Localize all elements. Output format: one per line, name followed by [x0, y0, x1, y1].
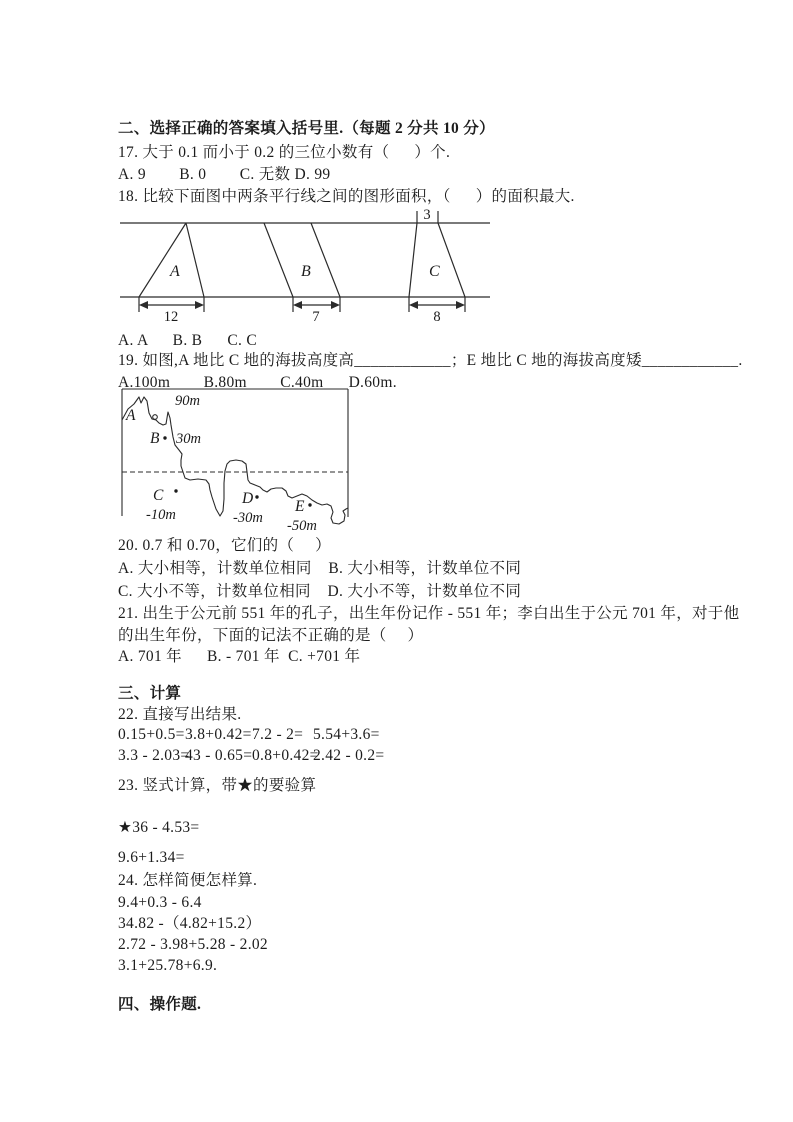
- terrain-curve: [122, 397, 348, 524]
- q22-row-1: [118, 725, 380, 744]
- parallel-lines-figure: [115, 202, 495, 326]
- point-c-dot: [174, 489, 177, 492]
- calc-expression: 7.2 - 2=: [252, 726, 304, 743]
- point-e-dot: [308, 503, 311, 506]
- calc-expression: 2.42 - 0.2=: [313, 747, 385, 764]
- point-d-dot: [255, 495, 258, 498]
- question-21-options: A. 701 年 B. - 701 年 C. +701 年: [118, 648, 361, 665]
- triangle-a: [139, 223, 204, 297]
- question-24-item: 34.82 -（4.82+15.2）: [118, 915, 262, 932]
- question-19: 19. 如图,A 地比 C 地的海拔高度高____________；E 地比 C 地的海拔高度矮____________.: [118, 352, 743, 369]
- question-23-item1: ★36 - 4.53=: [118, 819, 200, 836]
- question-17: 17. 大于 0.1 而小于 0.2 的三位小数有（ ）个.: [118, 144, 451, 161]
- calc-expression: 3.3 - 2.03=: [118, 747, 190, 764]
- question-20-options-ab: A. 大小相等，计数单位相同 B. 大小相等，计数单位不同: [118, 560, 522, 577]
- question-24-item: 3.1+25.78+6.9.: [118, 957, 218, 974]
- question-24: 24. 怎样简便怎样算.: [118, 872, 258, 889]
- calc-expression: 5.54+3.6=: [313, 726, 380, 743]
- question-18-options: A. A B. B C. C: [118, 332, 257, 349]
- calc-expression: 0.15+0.5=: [118, 726, 185, 743]
- elevation-90m: 90m: [175, 393, 200, 409]
- dim-3: 3: [423, 207, 431, 223]
- q22-row-2: [118, 746, 384, 765]
- parallelogram-b: [264, 223, 340, 297]
- shape-a-label: A: [170, 263, 180, 280]
- question-24-item: 2.72 - 3.98+5.28 - 2.02: [118, 936, 268, 953]
- elevation-figure: [118, 387, 354, 535]
- section-4-title: 四、操作题.: [118, 996, 202, 1013]
- shape-b-label: B: [301, 263, 311, 280]
- point-b-dot: [163, 436, 166, 439]
- question-24-item: 9.4+0.3 - 6.4: [118, 894, 202, 911]
- point-c-label: C: [153, 487, 164, 504]
- point-a-label: A: [126, 407, 136, 424]
- question-23: 23. 竖式计算，带★的要验算: [118, 777, 317, 794]
- elevation-minus-10m: -10m: [146, 507, 176, 523]
- point-e-label: E: [295, 498, 305, 515]
- question-21-line2: 的出生年份，下面的记法不正确的是（ ）: [118, 627, 424, 644]
- elevation-minus-50m: -50m: [287, 518, 317, 534]
- question-22: 22. 直接写出结果.: [118, 706, 242, 723]
- calc-expression: 43 - 0.65=: [185, 747, 253, 764]
- question-18: 18. 比较下面图中两条平行线之间的图形面积，（ ）的面积最大.: [118, 188, 575, 205]
- elevation-30m: 30m: [176, 431, 201, 447]
- terrain-knob: [153, 415, 158, 420]
- calc-expression: 3.8+0.42=: [185, 726, 252, 743]
- question-20-options-cd: C. 大小不等，计数单位相同 D. 大小不等，计数单位不同: [118, 583, 522, 600]
- section-3-title: 三、计算: [118, 685, 182, 702]
- dim-12: 12: [163, 309, 179, 325]
- question-19-options: A.100m B.80m C.40m D.60m.: [118, 374, 397, 391]
- point-d-label: D: [242, 490, 254, 507]
- section-2-title: 二、选择正确的答案填入括号里.（每题 2 分共 10 分）: [118, 120, 495, 137]
- question-17-options: A. 9 B. 0 C. 无数 D. 99: [118, 166, 331, 183]
- dim-7: 7: [312, 309, 320, 325]
- calc-expression: 0.8+0.42=: [252, 747, 319, 764]
- shape-c-label: C: [429, 263, 440, 280]
- dim-8: 8: [433, 309, 441, 325]
- question-20: 20. 0.7 和 0.70，它们的（ ）: [118, 537, 331, 554]
- question-23-item2: 9.6+1.34=: [118, 849, 185, 866]
- point-b-label: B: [150, 430, 160, 447]
- trapezoid-c: [409, 223, 465, 297]
- elevation-minus-30m: -30m: [233, 510, 263, 526]
- question-21-line1: 21. 出生于公元前 551 年的孔子，出生年份记作 - 551 年；李白出生于公元 701 年，对于他: [118, 605, 740, 622]
